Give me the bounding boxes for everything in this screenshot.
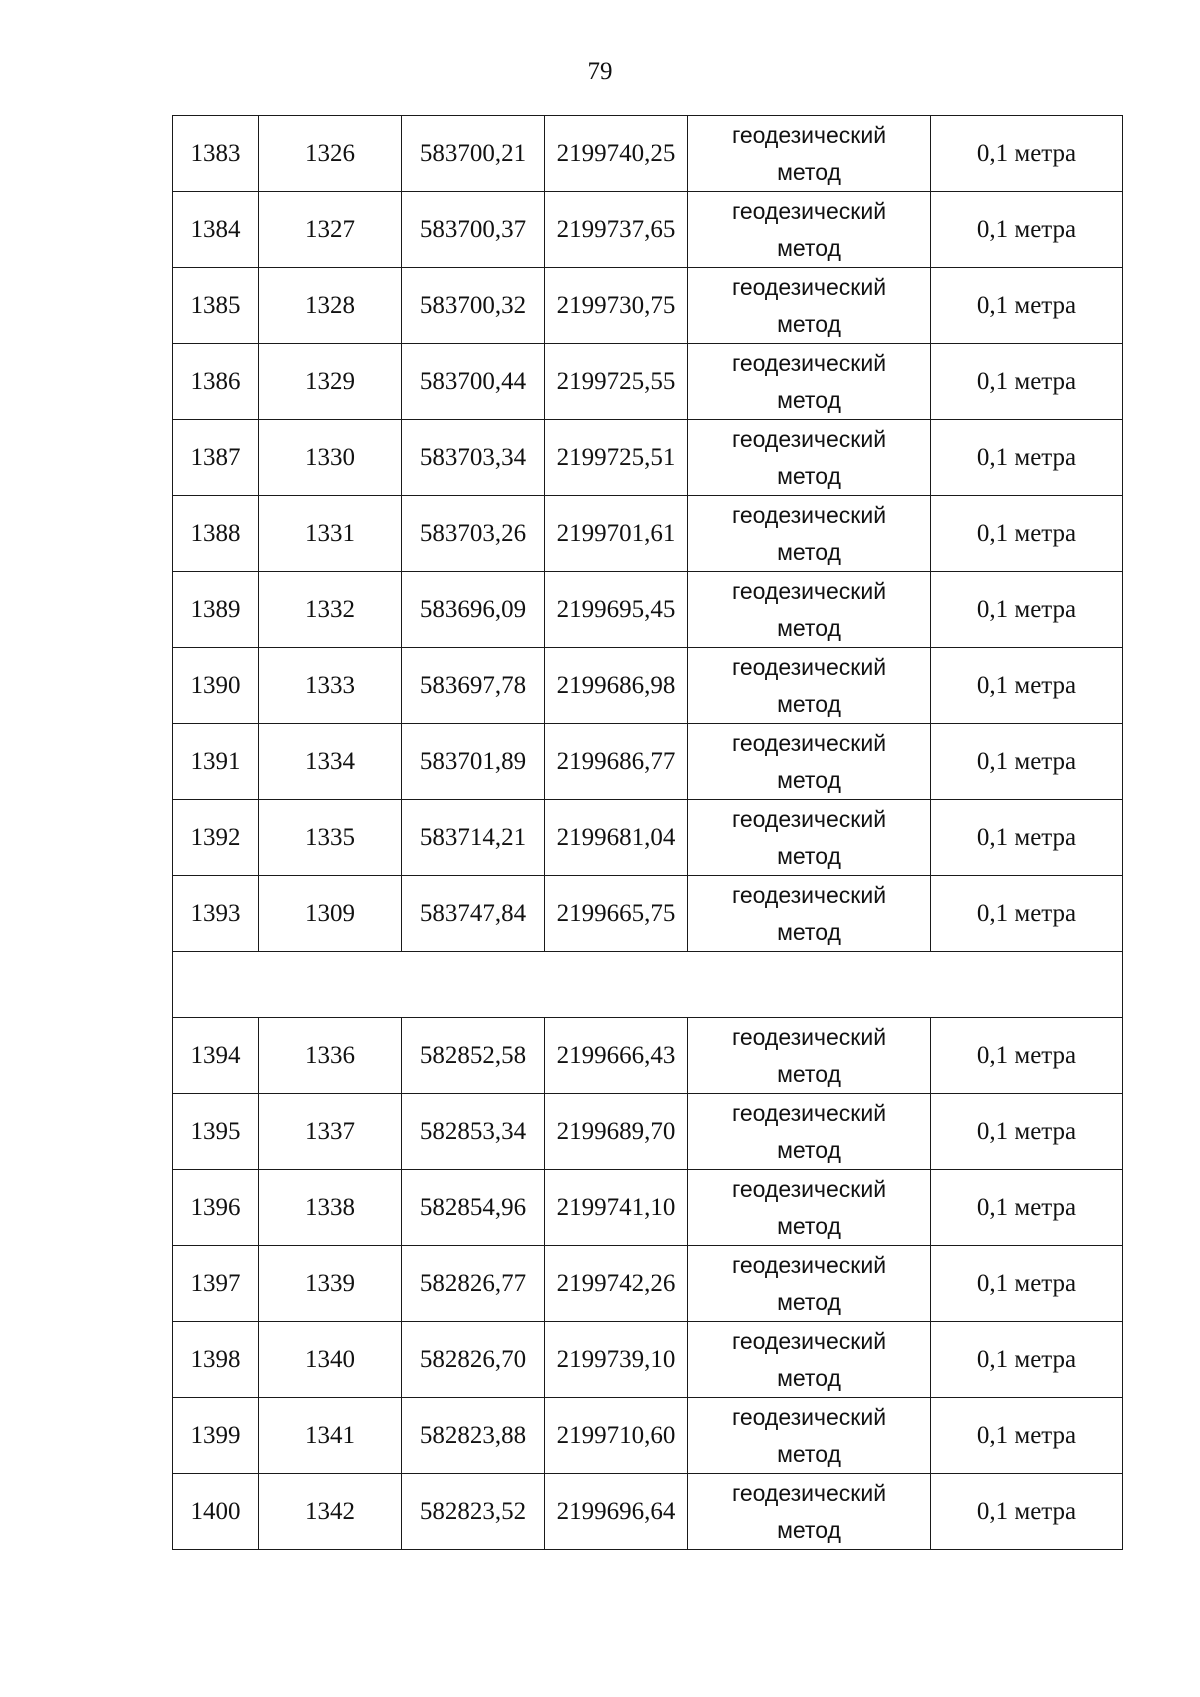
point-number-cell: 1332 bbox=[259, 572, 402, 648]
section-separator-row bbox=[173, 952, 1123, 1018]
x-coordinate-cell: 582853,34 bbox=[402, 1094, 545, 1170]
method-line-2: метод bbox=[777, 1516, 841, 1543]
x-coordinate-cell: 583696,09 bbox=[402, 572, 545, 648]
method-line-1: геодезический bbox=[731, 577, 887, 604]
method-line-1: геодезический bbox=[731, 197, 887, 224]
table-row bbox=[173, 1018, 1123, 1094]
accuracy-cell: 0,1 метра bbox=[931, 268, 1123, 344]
accuracy-cell: 0,1 метра bbox=[931, 1246, 1123, 1322]
accuracy-cell: 0,1 метра bbox=[931, 496, 1123, 572]
y-coordinate-cell: 2199696,64 bbox=[545, 1474, 688, 1550]
row-number-cell: 1384 bbox=[173, 192, 259, 268]
table-row bbox=[173, 1322, 1123, 1398]
method-cell bbox=[688, 724, 931, 800]
table-row bbox=[173, 648, 1123, 724]
row-number-cell: 1399 bbox=[173, 1398, 259, 1474]
method-cell bbox=[688, 192, 931, 268]
method-line-1: геодезический bbox=[731, 1479, 887, 1506]
table-row bbox=[173, 420, 1123, 496]
method-cell bbox=[688, 648, 931, 724]
accuracy-cell: 0,1 метра bbox=[931, 420, 1123, 496]
y-coordinate-cell: 2199725,51 bbox=[545, 420, 688, 496]
accuracy-cell: 0,1 метра bbox=[931, 1474, 1123, 1550]
point-number-cell: 1329 bbox=[259, 344, 402, 420]
row-number-cell: 1396 bbox=[173, 1170, 259, 1246]
method-line-2: метод bbox=[777, 1440, 841, 1467]
x-coordinate-cell: 583703,34 bbox=[402, 420, 545, 496]
row-number-cell: 1389 bbox=[173, 572, 259, 648]
method-line-1: геодезический bbox=[731, 653, 887, 680]
method-cell bbox=[688, 420, 931, 496]
x-coordinate-cell: 583700,44 bbox=[402, 344, 545, 420]
method-line-1: геодезический bbox=[731, 273, 887, 300]
row-number-cell: 1383 bbox=[173, 116, 259, 192]
y-coordinate-cell: 2199689,70 bbox=[545, 1094, 688, 1170]
method-cell bbox=[688, 572, 931, 648]
point-number-cell: 1338 bbox=[259, 1170, 402, 1246]
point-number-cell: 1327 bbox=[259, 192, 402, 268]
table-row bbox=[173, 1398, 1123, 1474]
method-cell bbox=[688, 1398, 931, 1474]
point-number-cell: 1333 bbox=[259, 648, 402, 724]
accuracy-cell: 0,1 метра bbox=[931, 648, 1123, 724]
method-cell bbox=[688, 116, 931, 192]
method-line-1: геодезический bbox=[731, 349, 887, 376]
accuracy-cell: 0,1 метра bbox=[931, 1322, 1123, 1398]
table-row bbox=[173, 268, 1123, 344]
coordinates-table bbox=[172, 115, 1123, 1550]
y-coordinate-cell: 2199666,43 bbox=[545, 1018, 688, 1094]
y-coordinate-cell: 2199742,26 bbox=[545, 1246, 688, 1322]
row-number-cell: 1398 bbox=[173, 1322, 259, 1398]
table-row bbox=[173, 572, 1123, 648]
y-coordinate-cell: 2199701,61 bbox=[545, 496, 688, 572]
method-line-1: геодезический bbox=[731, 425, 887, 452]
accuracy-cell: 0,1 метра bbox=[931, 876, 1123, 952]
method-line-1: геодезический bbox=[731, 501, 887, 528]
table-row bbox=[173, 344, 1123, 420]
row-number-cell: 1388 bbox=[173, 496, 259, 572]
method-line-1: геодезический bbox=[731, 1251, 887, 1278]
point-number-cell: 1330 bbox=[259, 420, 402, 496]
method-line-2: метод bbox=[777, 158, 841, 185]
x-coordinate-cell: 583747,84 bbox=[402, 876, 545, 952]
method-line-2: метод bbox=[777, 462, 841, 489]
accuracy-cell: 0,1 метра bbox=[931, 572, 1123, 648]
method-cell bbox=[688, 1094, 931, 1170]
row-number-cell: 1386 bbox=[173, 344, 259, 420]
x-coordinate-cell: 582823,88 bbox=[402, 1398, 545, 1474]
y-coordinate-cell: 2199710,60 bbox=[545, 1398, 688, 1474]
accuracy-cell: 0,1 метра bbox=[931, 192, 1123, 268]
row-number-cell: 1393 bbox=[173, 876, 259, 952]
x-coordinate-cell: 582852,58 bbox=[402, 1018, 545, 1094]
row-number-cell: 1395 bbox=[173, 1094, 259, 1170]
table-row bbox=[173, 876, 1123, 952]
method-line-2: метод bbox=[777, 1212, 841, 1239]
point-number-cell: 1337 bbox=[259, 1094, 402, 1170]
method-cell bbox=[688, 876, 931, 952]
accuracy-cell: 0,1 метра bbox=[931, 1398, 1123, 1474]
row-number-cell: 1392 bbox=[173, 800, 259, 876]
x-coordinate-cell: 583700,32 bbox=[402, 268, 545, 344]
y-coordinate-cell: 2199686,98 bbox=[545, 648, 688, 724]
x-coordinate-cell: 583701,89 bbox=[402, 724, 545, 800]
y-coordinate-cell: 2199737,65 bbox=[545, 192, 688, 268]
y-coordinate-cell: 2199741,10 bbox=[545, 1170, 688, 1246]
x-coordinate-cell: 583714,21 bbox=[402, 800, 545, 876]
table-row bbox=[173, 724, 1123, 800]
table-row bbox=[173, 1170, 1123, 1246]
method-line-2: метод bbox=[777, 1288, 841, 1315]
point-number-cell: 1334 bbox=[259, 724, 402, 800]
method-cell bbox=[688, 496, 931, 572]
method-line-2: метод bbox=[777, 1364, 841, 1391]
accuracy-cell: 0,1 метра bbox=[931, 800, 1123, 876]
point-number-cell: 1309 bbox=[259, 876, 402, 952]
table-row bbox=[173, 1246, 1123, 1322]
accuracy-cell: 0,1 метра bbox=[931, 344, 1123, 420]
point-number-cell: 1339 bbox=[259, 1246, 402, 1322]
point-number-cell: 1335 bbox=[259, 800, 402, 876]
method-line-2: метод bbox=[777, 1060, 841, 1087]
point-number-cell: 1342 bbox=[259, 1474, 402, 1550]
method-line-1: геодезический bbox=[731, 1403, 887, 1430]
method-cell bbox=[688, 1474, 931, 1550]
accuracy-cell: 0,1 метра bbox=[931, 116, 1123, 192]
method-line-1: геодезический bbox=[731, 729, 887, 756]
accuracy-cell: 0,1 метра bbox=[931, 1094, 1123, 1170]
method-line-1: геодезический bbox=[731, 121, 887, 148]
y-coordinate-cell: 2199665,75 bbox=[545, 876, 688, 952]
accuracy-cell: 0,1 метра bbox=[931, 1170, 1123, 1246]
page-number: 79 bbox=[587, 58, 613, 85]
method-line-2: метод bbox=[777, 766, 841, 793]
method-line-2: метод bbox=[777, 918, 841, 945]
method-cell bbox=[688, 1322, 931, 1398]
x-coordinate-cell: 583700,37 bbox=[402, 192, 545, 268]
method-line-2: метод bbox=[777, 1136, 841, 1163]
point-number-cell: 1336 bbox=[259, 1018, 402, 1094]
method-line-1: геодезический bbox=[731, 1175, 887, 1202]
method-line-1: геодезический bbox=[731, 805, 887, 832]
table-row bbox=[173, 800, 1123, 876]
row-number-cell: 1397 bbox=[173, 1246, 259, 1322]
x-coordinate-cell: 583700,21 bbox=[402, 116, 545, 192]
x-coordinate-cell: 583697,78 bbox=[402, 648, 545, 724]
method-line-1: геодезический bbox=[731, 881, 887, 908]
row-number-cell: 1400 bbox=[173, 1474, 259, 1550]
row-number-cell: 1390 bbox=[173, 648, 259, 724]
method-line-2: метод bbox=[777, 538, 841, 565]
method-cell bbox=[688, 344, 931, 420]
separator-cell bbox=[173, 952, 1123, 1018]
table-row bbox=[173, 496, 1123, 572]
point-number-cell: 1331 bbox=[259, 496, 402, 572]
accuracy-cell: 0,1 метра bbox=[931, 724, 1123, 800]
y-coordinate-cell: 2199725,55 bbox=[545, 344, 688, 420]
x-coordinate-cell: 582826,70 bbox=[402, 1322, 545, 1398]
method-cell bbox=[688, 800, 931, 876]
y-coordinate-cell: 2199730,75 bbox=[545, 268, 688, 344]
accuracy-cell: 0,1 метра bbox=[931, 1018, 1123, 1094]
y-coordinate-cell: 2199681,04 bbox=[545, 800, 688, 876]
x-coordinate-cell: 583703,26 bbox=[402, 496, 545, 572]
table-row bbox=[173, 1474, 1123, 1550]
x-coordinate-cell: 582854,96 bbox=[402, 1170, 545, 1246]
row-number-cell: 1385 bbox=[173, 268, 259, 344]
table-row bbox=[173, 116, 1123, 192]
method-line-2: метод bbox=[777, 614, 841, 641]
method-line-2: метод bbox=[777, 842, 841, 869]
y-coordinate-cell: 2199739,10 bbox=[545, 1322, 688, 1398]
table-row bbox=[173, 192, 1123, 268]
method-cell bbox=[688, 1246, 931, 1322]
table-body bbox=[173, 116, 1123, 1550]
method-line-1: геодезический bbox=[731, 1327, 887, 1354]
x-coordinate-cell: 582826,77 bbox=[402, 1246, 545, 1322]
table-row bbox=[173, 1094, 1123, 1170]
method-cell bbox=[688, 268, 931, 344]
y-coordinate-cell: 2199740,25 bbox=[545, 116, 688, 192]
method-line-1: геодезический bbox=[731, 1023, 887, 1050]
row-number-cell: 1391 bbox=[173, 724, 259, 800]
method-line-2: метод bbox=[777, 386, 841, 413]
method-cell bbox=[688, 1170, 931, 1246]
row-number-cell: 1394 bbox=[173, 1018, 259, 1094]
method-line-2: метод bbox=[777, 234, 841, 261]
point-number-cell: 1341 bbox=[259, 1398, 402, 1474]
y-coordinate-cell: 2199686,77 bbox=[545, 724, 688, 800]
method-line-2: метод bbox=[777, 690, 841, 717]
point-number-cell: 1328 bbox=[259, 268, 402, 344]
method-line-2: метод bbox=[777, 310, 841, 337]
x-coordinate-cell: 582823,52 bbox=[402, 1474, 545, 1550]
row-number-cell: 1387 bbox=[173, 420, 259, 496]
method-line-1: геодезический bbox=[731, 1099, 887, 1126]
y-coordinate-cell: 2199695,45 bbox=[545, 572, 688, 648]
method-cell bbox=[688, 1018, 931, 1094]
point-number-cell: 1340 bbox=[259, 1322, 402, 1398]
point-number-cell: 1326 bbox=[259, 116, 402, 192]
